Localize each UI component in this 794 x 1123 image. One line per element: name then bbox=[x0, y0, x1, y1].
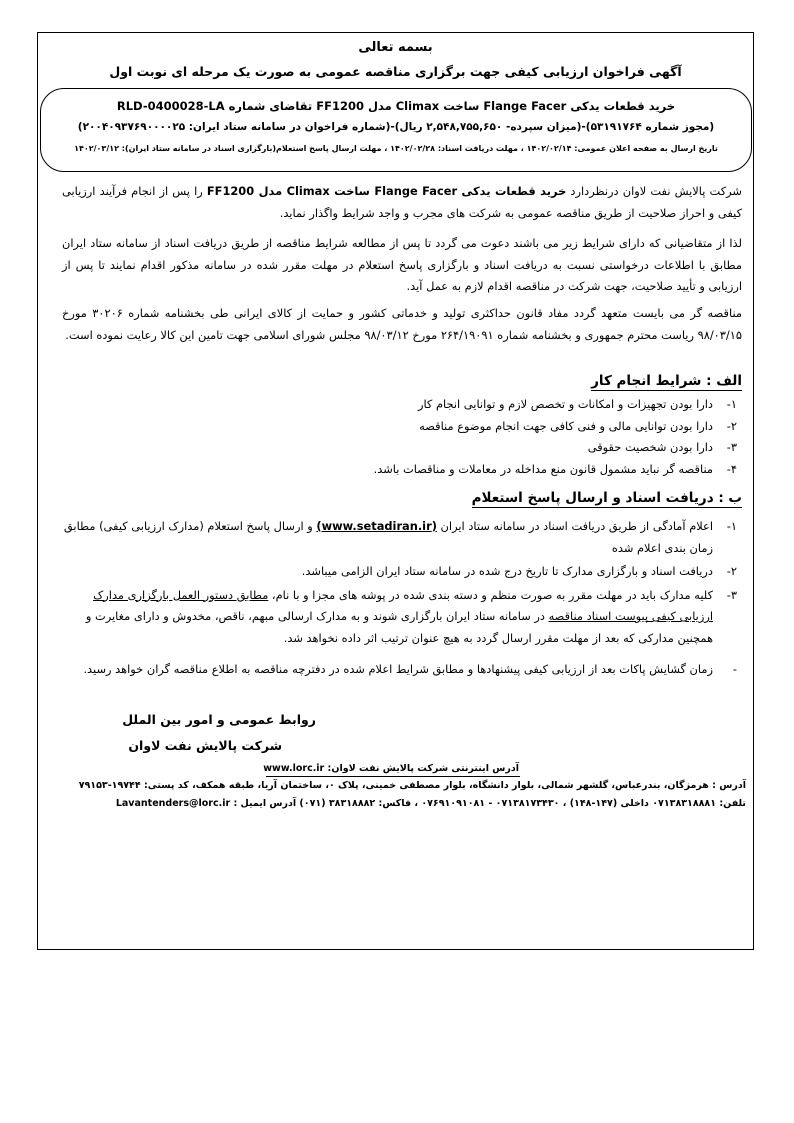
list-item-text: دارا بودن تجهیزات و امکانات و تخصص لازم و توانایی انجام کار bbox=[417, 397, 713, 411]
list-number: ۳- bbox=[726, 440, 737, 454]
setadiran-link[interactable]: (www.setadiran.ir) bbox=[316, 519, 437, 533]
list-number: ۱- bbox=[726, 397, 737, 411]
list-item-text: کلیه مدارک باید در مهلت مقرر به صورت منظم و دسته بندی شده در پوشه های مجزا و با نام، bbox=[268, 587, 713, 602]
intro-subject-bold: خرید قطعات یدکی Flange Facer ساخت Climax مدل FF1200 bbox=[206, 184, 567, 198]
tender-subject: خرید قطعات یدکی Flange Facer ساخت Climax مدل FF1200 تقاضای شماره RLD-0400028-LA bbox=[116, 99, 676, 113]
list-item-text: دارا بودن شخصیت حقوقی bbox=[587, 440, 713, 454]
signature-department: روابط عمومی و امور بین الملل bbox=[122, 712, 316, 727]
list-item bbox=[62, 659, 737, 681]
list-item-text: مناقصه گر نباید مشمول قانون منع مداخله در معاملات و مناقصات باشد. bbox=[373, 461, 713, 476]
list-item bbox=[62, 437, 737, 459]
footer-divider bbox=[266, 776, 520, 777]
list-item-text: زمان گشایش پاکات بعد از ارزیابی کیفی پیشنهادها و مطابق شرایط اعلام شده در دفترچه مناقصه به اطلاع مناقصه گران خواهد رسید. bbox=[83, 662, 713, 676]
intro-paragraph bbox=[62, 181, 742, 224]
intro-text-end: را پس از انجام فرآیند ارزیابی کیفی و احراز صلاحیت از طریق مناقصه عمومی به شرکت های مجرب و واجد شرایط واگذار نماید. bbox=[62, 184, 742, 220]
section-a-heading: الف : شرایط انجام کار bbox=[591, 373, 742, 389]
footer-web-label: آدرس اینترنتی شرکت پالایش نفت لاوان: bbox=[324, 763, 519, 774]
footer-email-link[interactable]: Lavantenders@lorc.ir bbox=[115, 798, 231, 809]
list-item bbox=[62, 416, 737, 438]
list-item bbox=[62, 585, 737, 650]
documents-list bbox=[62, 516, 737, 683]
invitation-paragraph: لذا از متقاضیانی که دارای شرایط زیر می باشند دعوت می گردد تا پس از مطالعه شرایط مناقصه از طریق دریافت اسناد از سامانه ستاد ایران مطابق با اطلاعات درخواستی نسبت به دریافت اسناد و بارگزاری پاسخ استعلام در مهلت مقرر شده در سامانه مذکور اقدام نمایند تا پس از ارزیابی و تأیید صلاحیت، جهت شرکت در مناقصه اقدام لازم به عمل آید. bbox=[62, 236, 742, 294]
intro-text-start: شرکت پالایش نفت لاوان درنظردارد bbox=[566, 184, 742, 198]
footer-contact bbox=[116, 798, 746, 809]
footer-web-link[interactable]: www.lorc.ir bbox=[263, 763, 325, 774]
notice-title: آگهی فراخوان ارزیابی کیفی جهت برگزاری مناقصه عمومی به صورت یک مرحله ای نوبت اول bbox=[109, 64, 682, 79]
list-number: ۲- bbox=[726, 418, 737, 433]
commitment-paragraph: مناقصه گر می بایست متعهد گردد مفاد قانون حداکثری تولید و خدماتی کشور و حمایت از کالای ایرانی طی بخشنامه شماره ۳۰۲۰۶ مورخ ۹۸/۰۳/۱۵ ریاست محترم جمهوری و بخشنامه شماره ۲۶۴/۱۹۰۹۱ مورخ ۹۸/۰۳/۱۲ مجلس شورای اسلامی جهت تامین این کالا رعایت نموده است. bbox=[62, 306, 742, 342]
list-item bbox=[62, 394, 737, 416]
list-item bbox=[62, 516, 737, 559]
signature-company: شرکت پالایش نفت لاوان bbox=[128, 738, 282, 753]
footer-website bbox=[263, 763, 519, 774]
tender-permit-deposit: (مجوز شماره ۵۳۱۹۱۷۶۴)-(میزان سپرده- ۲,۵۴۸,۷۵۵,۶۵۰ ریال)-(شماره فراخوان در سامانه ستاد ایران: ۲۰۰۴۰۹۳۷۶۹۰۰۰۰۲۵) bbox=[77, 121, 715, 133]
section-b-heading: ب : دریافت اسناد و ارسال پاسخ استعلام bbox=[471, 490, 742, 506]
footer-phones: تلفن: ۰۷۱۳۸۳۱۸۸۸۱ داخلی (۱۴۷-۱۴۸) ، ۰۷۱۳۸۱۷۳۴۳۰ - ۰۷۶۹۱۰۹۱۰۸۱ ، فاکس: ۳۸۳۱۸۸۸۲ (۰۷۱) آدرس ایمیل : bbox=[230, 798, 746, 809]
list-number: - bbox=[732, 662, 737, 676]
list-number: ۴- bbox=[726, 461, 737, 476]
list-item-text: در سامانه ستاد ایران بارگزاری شوند و به مدارک ارسالی مبهم، ناقص، مخدوش و دارای مغایرت و همچنین مدارکی که بعد از مهلت مقرر ارسال گردد به هیچ عنوان ترتیب اثر داده نخواهد شد. bbox=[85, 609, 713, 645]
list-item bbox=[62, 459, 737, 481]
list-number: ۱- bbox=[726, 519, 737, 533]
list-item-text: دریافت اسناد و بارگزاری مدارک تا تاریخ درج شده در سامانه ستاد ایران الزامی میباشد. bbox=[301, 564, 713, 578]
list-item-text: دارا بودن توانایی مالی و فنی کافی جهت انجام موضوع مناقصه bbox=[419, 418, 713, 433]
tender-dates: تاریخ ارسال به صفحه اعلان عمومی: ۱۴۰۲/۰۲/۱۴ ، مهلت دریافت اسناد: ۱۴۰۲/۰۲/۲۸ ، مهلت ارسال پاسخ استعلام(بارگزاری اسناد در سامانه ستاد ایران): ۱۴۰۲/۰۳/۱۲ bbox=[74, 144, 718, 153]
basmala-heading: بسمه تعالی bbox=[358, 40, 433, 55]
list-item bbox=[62, 561, 737, 583]
list-number: ۲- bbox=[726, 564, 737, 578]
list-item-text: و ارسال پاسخ استعلام (مدارک ارزیابی کیفی) مطابق زمان بندی اعلام شده bbox=[63, 519, 713, 555]
footer-address: آدرس : هرمزگان، بندرعباس، گلشهر شمالی، بلوار دانشگاه، بلوار مصطفی خمینی، پلاک ۰، ساختمان آریا، طبقه همکف، کد پستی: ۱۹۷۴۴-۷۹۱۵۳ bbox=[78, 780, 746, 791]
conditions-list bbox=[62, 394, 737, 480]
underlined-instruction: مطابق دستور العمل بارگزاری مدارک ارزیابی کیفی پیوست اسناد مناقصه bbox=[93, 587, 713, 623]
list-number: ۳- bbox=[726, 587, 737, 602]
list-item-text: اعلام آمادگی از طریق دریافت اسناد در سامانه ستاد ایران bbox=[440, 519, 713, 533]
